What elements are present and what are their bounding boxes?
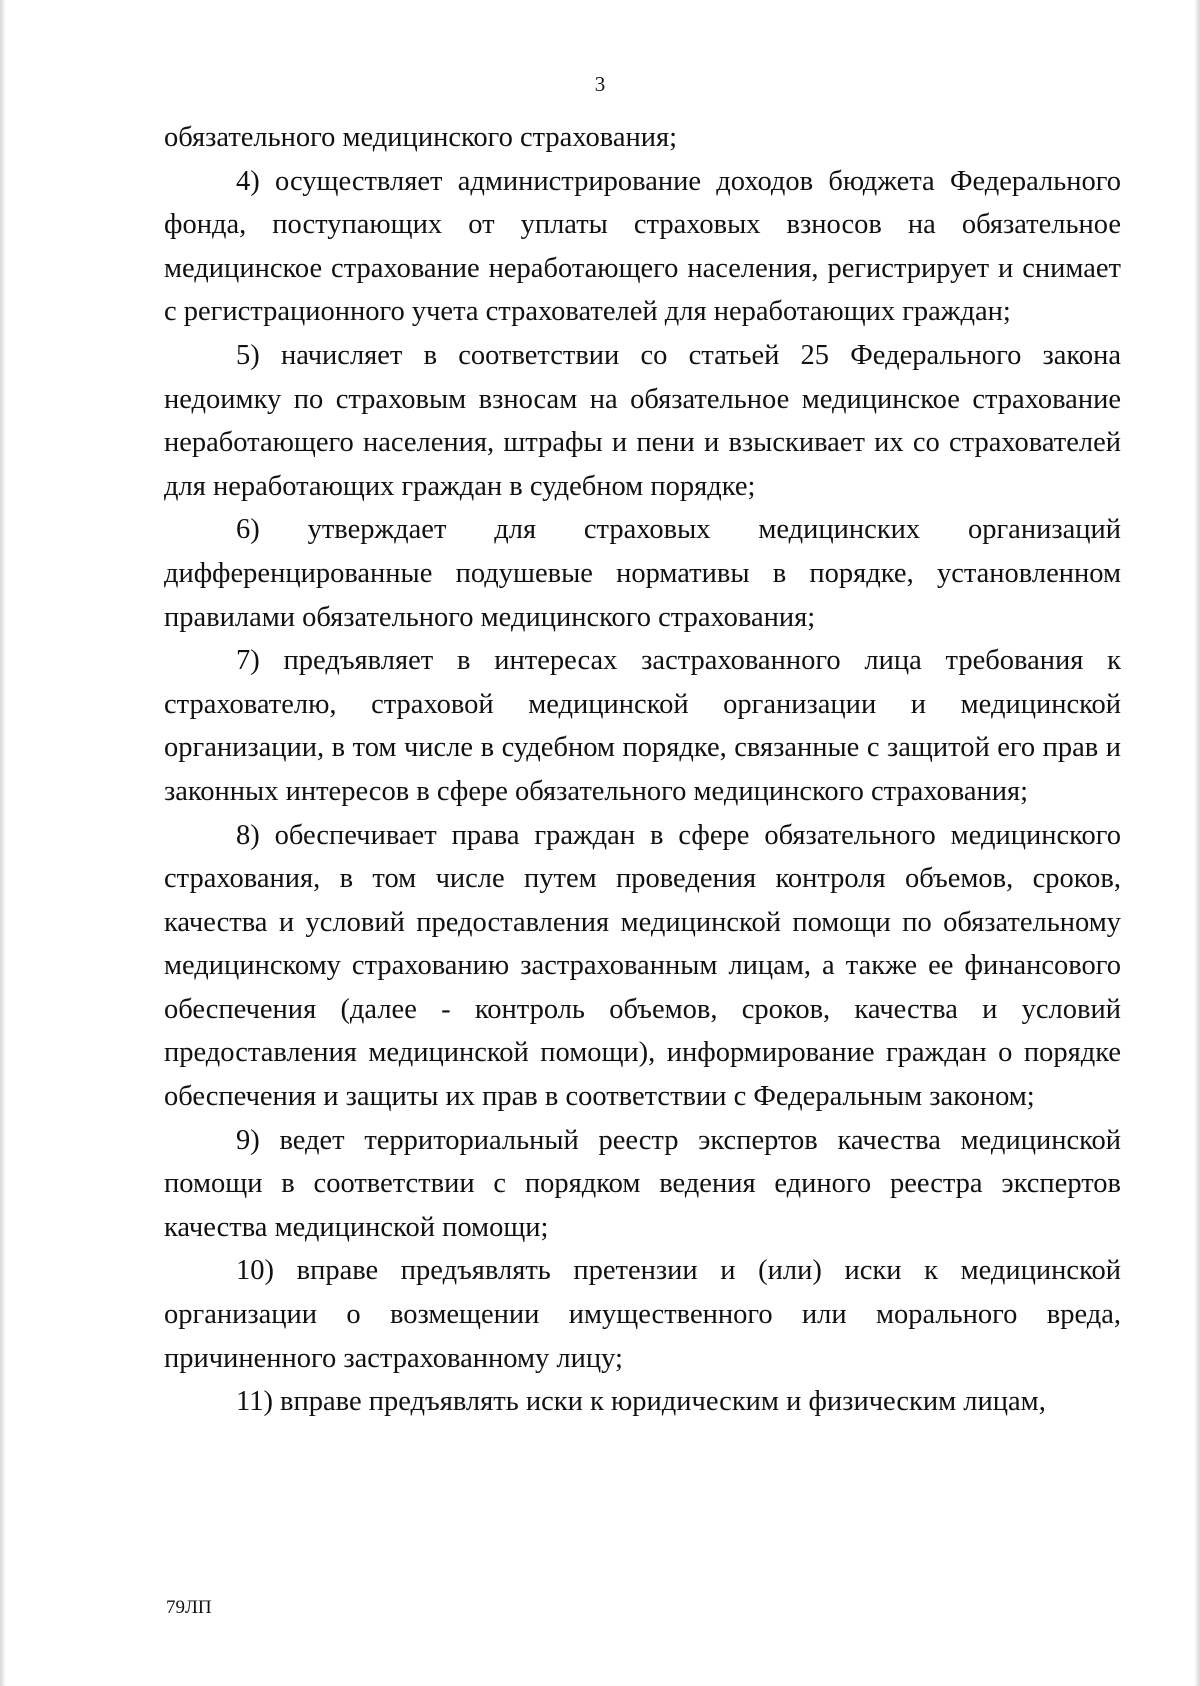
body-text [164,116,1121,1424]
paragraph-item-5: 5) начисляет в соответствии со статьей 25 Федерального закона недоимку по страховым взносам на обязательное медицинское страхование неработающего населения, штрафы и пени и взыскивает их со страхователей для неработающих граждан в судебном порядке; [164,339,1121,502]
scan-edge-left [0,0,6,1686]
paragraph-item-9: 9) ведет территориальный реестр экспертов качества медицинской помощи в соответствии с порядком ведения единого реестра экспертов качества медицинской помощи; [164,1124,1121,1243]
paragraph-item-7: 7) предъявляет в интересах застрахованного лица требования к страхователю, страховой медицинской организации и медицинской организации, в том числе в судебном порядке, связанные с защитой его прав и законных интересов в сфере обязательного медицинского страхования; [164,645,1121,807]
paragraph-item-4: 4) осуществляет администрирование доходов бюджета Федерального фонда, поступающих от уплаты страховых взносов на обязательное медицинское страхование неработающего населения, регистрирует и снимает с регистрационного учета страхователей для неработающих граждан; [164,165,1121,328]
paragraph-item-10: 10) вправе предъявлять претензии и (или) иски к медицинской организации о возмещении имущественного или морального вреда, причиненного застрахованному лицу; [164,1255,1121,1374]
paragraph-item-8: 8) обеспечивает права граждан в сфере обязательного медицинского страхования, в том числе путем проведения контроля объемов, сроков, качества и условий предоставления медицинской помощи по обязательному медицинскому страхованию застрахованным лицам, а также ее финансового обеспечения (далее - контроль объемов, сроков, качества и условий предоставления медицинской помощи), информирование граждан о порядке обеспечения и защиты их прав в соответствии с Федеральным законом; [164,819,1121,1113]
page-number: 3 [594,72,606,96]
paragraph-continuation: обязательного медицинского страхования; [164,122,677,153]
document-code: 79ЛП [166,1597,212,1618]
paragraph-item-6: 6) утверждает для страховых медицинских организаций дифференцированные подушевые нормативы в порядке, установленном правилами обязательного медицинского страхования; [164,514,1121,633]
scan-edge-right [1194,0,1200,1686]
paragraph-item-11: 11) вправе предъявлять иски к юридическим и физическим лицам, [236,1386,1046,1418]
